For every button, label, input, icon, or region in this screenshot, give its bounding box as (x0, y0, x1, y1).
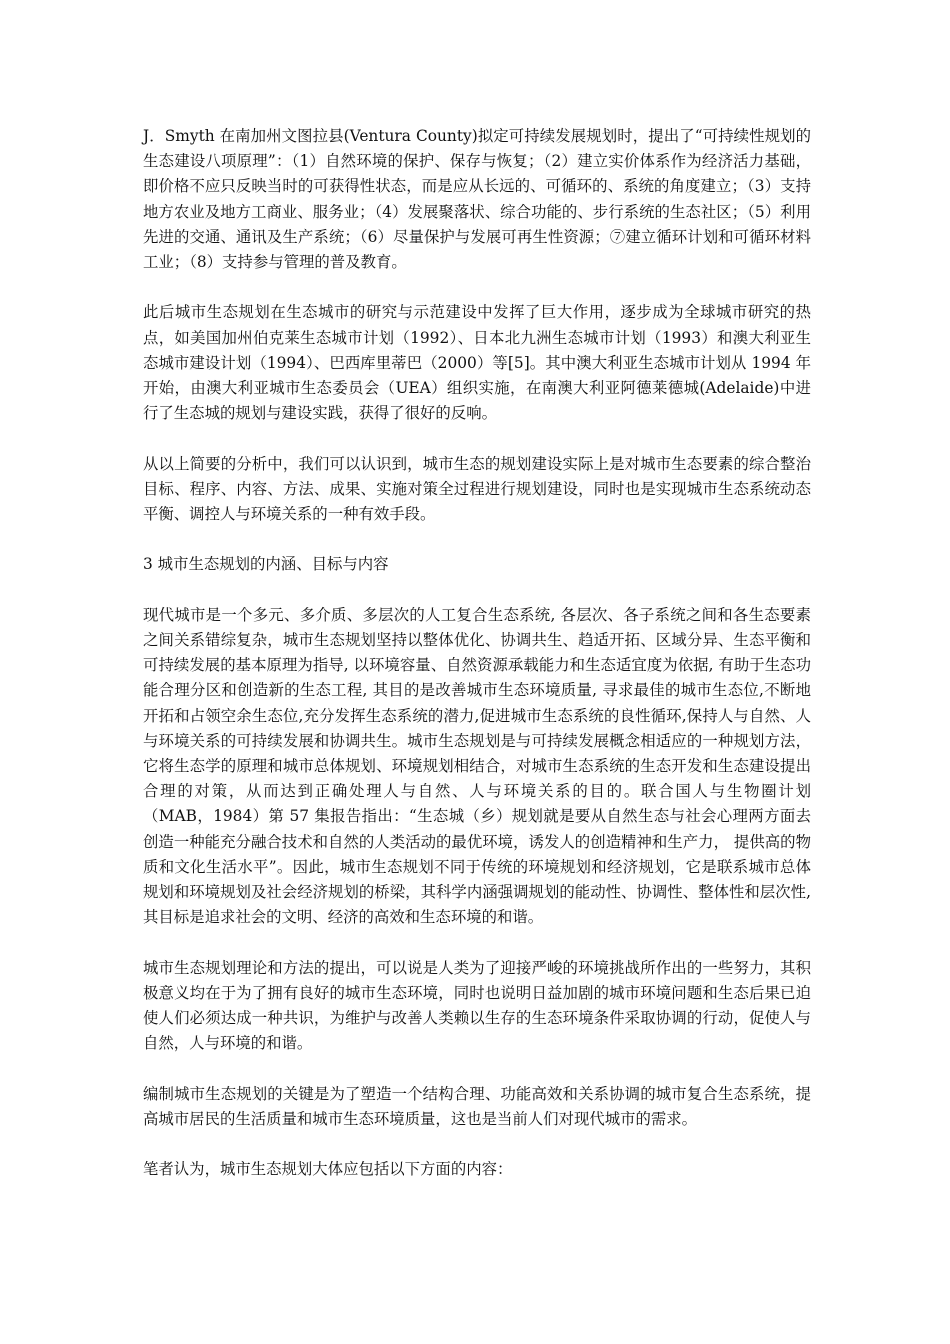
document-body (143, 124, 811, 1208)
paragraph-global-eco-cities: 此后城市生态规划在生态城市的研究与示范建设中发挥了巨大作用，逐步成为全球城市研究的热点，如美国加州伯克莱生态城市计划（1992）、日本北九洲生态城市计划（1993）和澳大利亚生态城市建设计划（1994）、巴西库里蒂巴（2000）等[5]。其中澳大利亚生态城市计划从 1994 年开始，由澳大利亚城市生态委员会（UEA）组织实施，在南澳大利亚阿德莱德城(Adelaide)中进行了生态城的规划与建设实践，获得了很好的反响。 (143, 303, 811, 423)
paragraph-analysis-summary: 从以上简要的分析中，我们可以认识到，城市生态的规划建设实际上是对城市生态要素的综合整治目标、程序、内容、方法、成果、实施对策全过程进行规划建设，同时也是实现城市生态系统动态平衡、调控人与环境关系的一种有效手段。 (143, 454, 811, 524)
paragraph-smyth-principles: J．Smyth 在南加州文图拉县(Ventura County)拟定可持续发展规划时，提出了“可持续性规划的生态建设八项原理”：（1）自然环境的保护、保存与恢复；（2）建立实价体系作为经济活力基础，即价格不应只反映当时的可获得性状态，而是应从长远的、可循环的、系统的角度建立；（3）支持地方农业及地方工商业、服务业；（4）发展聚落状、综合功能的、步行系统的生态社区；（5）利用先进的交通、通讯及生产系统；（6）尽量保护与发展可再生性资源；⑦建立循环计划和可循环材料工业；（8）支持参与管理的普及教育。 (143, 127, 811, 272)
paragraph-planning-key: 编制城市生态规划的关键是为了塑造一个结构合理、功能高效和关系协调的城市复合生态系统，提高城市居民的生活质量和城市生态环境质量，这也是当前人们对现代城市的需求。 (143, 1084, 811, 1128)
paragraph-theory-significance: 城市生态规划理论和方法的提出，可以说是人类为了迎接严峻的环境挑战所作出的一些努力，其积极意义均在于为了拥有良好的城市生态环境，同时也说明日益加剧的城市环境问题和生态后果已迫使人们必须达成一种共识，为维护与改善人类赖以生存的生态环境条件采取协调的行动，促使人与自然，人与环境的和谐。 (143, 958, 811, 1053)
section-heading: 3 城市生态规划的内涵、目标与内容 (143, 555, 389, 574)
paragraph-contents-intro: 笔者认为，城市生态规划大体应包括以下方面的内容： (143, 1160, 513, 1179)
paragraph-modern-city-system: 现代城市是一个多元、多介质、多层次的人工复合生态系统, 各层次、各子系统之间和各生态要素之间关系错综复杂，城市生态规划坚持以整体优化、协调共生、趋适开拓、区域分异、生态平衡和可持续发展的基本原理为指导, 以环境容量、自然资源承载能力和生态适宜度为依据, 有助于生态功能合理分区和创造新的生态工程, 其目的是改善城市生态环境质量, 寻求最佳的城市生态位,不断地开拓和占领空余生态位,充分发挥生态系统的潜力,促进城市生态系统的良性循环,保持人与自然、人与环境关系的可持续发展和协调共生。城市生态规划是与可持续发展概念相适应的一种规划方法，它将生态学的原理和城市总体规划、环境规划相结合，对城市生态系统的生态开发和生态建设提出合理的对策，从而达到正确处理人与自然、人与环境关系的目的。联合国人与生物圈计划（MAB，1984）第 57 集报告指出：“生态城（乡）规划就是要从自然生态与社会心理两方面去创造一种能充分融合技术和自然的人类活动的最优环境，诱发人的创造精神和生产力， 提供高的物质和文化生活水平”。因此，城市生态规划不同于传统的环境规划和经济规划，它是联系城市总体规划和环境规划及社会经济规划的桥梁，其科学内涵强调规划的能动性、协调性、整体性和层次性, 其目标是追求社会的文明、经济的高效和生态环境的和谐。 (143, 605, 811, 927)
